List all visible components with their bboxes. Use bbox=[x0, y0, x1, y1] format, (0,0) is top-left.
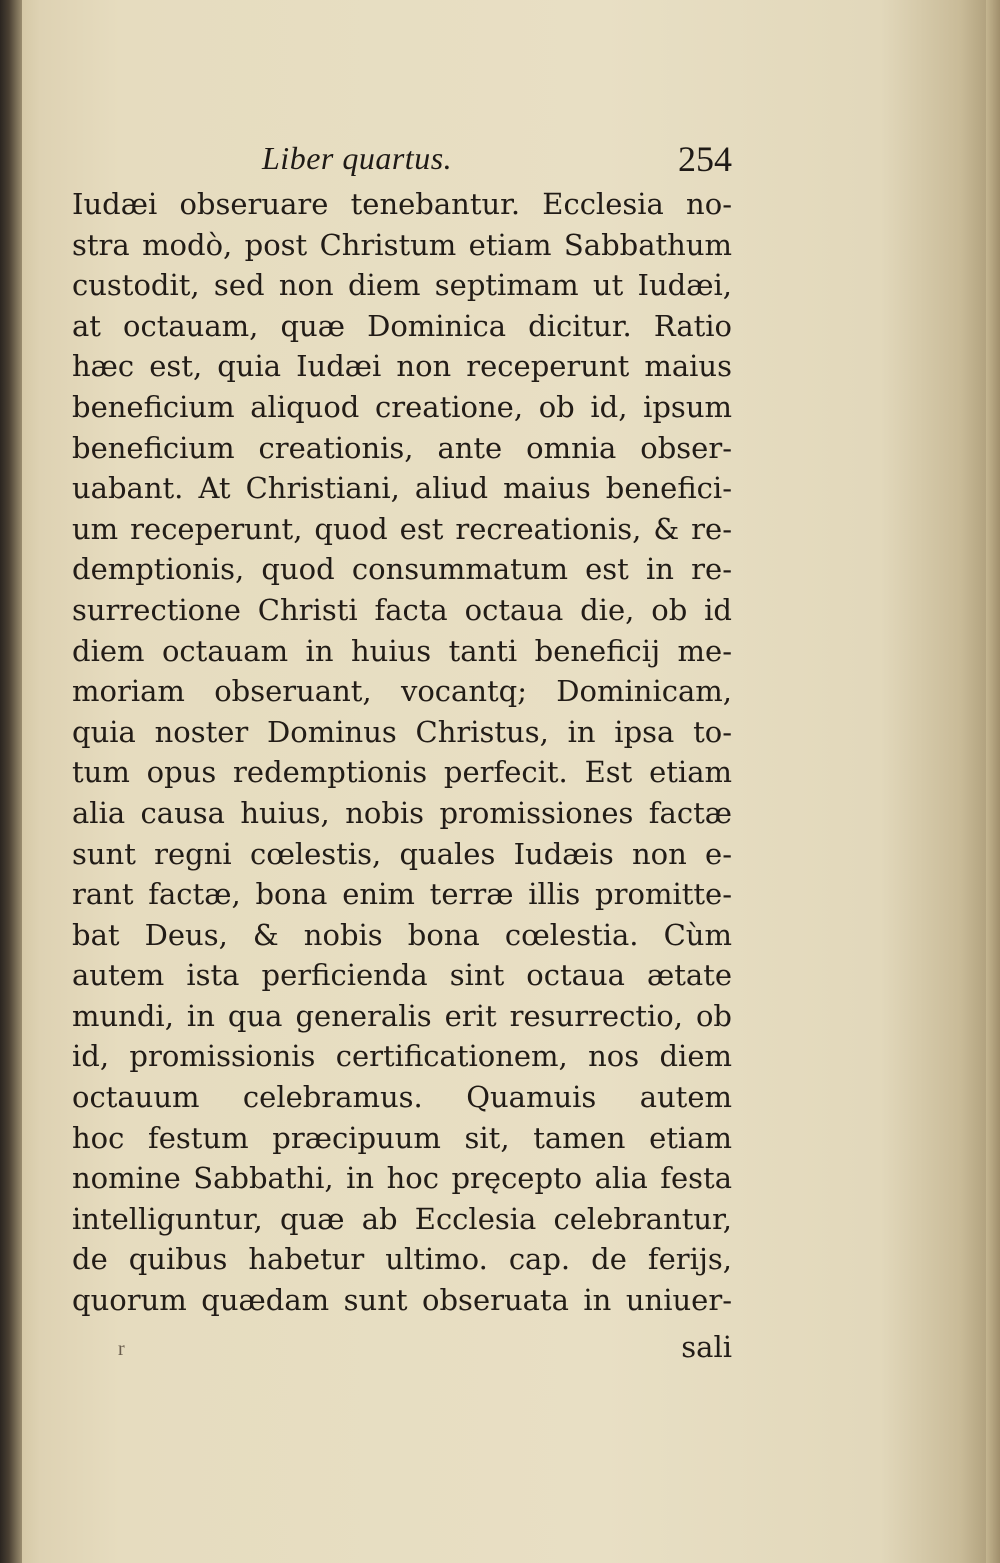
text-line: rant factæ, bona enim terræ illis promitte- bbox=[72, 877, 732, 912]
text-line: sunt regni cœlestis, quales Iudæis non e- bbox=[72, 836, 732, 871]
body-text bbox=[72, 184, 732, 1321]
text-line: octauum celebramus. Quamuis autem bbox=[72, 1080, 732, 1115]
text-line: hoc festum præcipuum sit, tamen etiam bbox=[72, 1120, 732, 1155]
running-title: Liber quartus. bbox=[262, 140, 453, 176]
text-line: de quibus habetur ultimo. cap. de ferijs, bbox=[72, 1242, 732, 1277]
text-line: intelliguntur, quæ ab Ecclesia celebrantur, bbox=[72, 1201, 732, 1236]
text-line: diem octauam in huius tanti beneficij me- bbox=[72, 633, 732, 668]
text-line: at octauam, quæ Dominica dicitur. Ratio bbox=[72, 308, 732, 343]
text-line: stra modò, post Christum etiam Sabbathum bbox=[72, 227, 732, 262]
signature-mark: r bbox=[118, 1338, 125, 1360]
text-line: alia causa huius, nobis promissiones factæ bbox=[72, 795, 732, 830]
text-line: mundi, in qua generalis erit resurrectio, ob bbox=[72, 998, 732, 1033]
page-header bbox=[72, 130, 732, 190]
text-line: uabant. At Christiani, aliud maius benefici- bbox=[72, 471, 732, 506]
text-line: Iudæi obseruare tenebantur. Ecclesia no- bbox=[72, 187, 732, 221]
text-line: custodit, sed non diem septimam ut Iudæi, bbox=[72, 268, 732, 303]
text-line: quorum quædam sunt obseruata in uniuer- bbox=[72, 1283, 732, 1318]
text-line: id, promissionis certificationem, nos diem bbox=[72, 1039, 732, 1074]
text-line: hæc est, quia Iudæi non receperunt maius bbox=[72, 349, 732, 384]
text-line: surrectione Christi facta octaua die, ob id bbox=[72, 592, 732, 627]
book-gutter bbox=[0, 0, 22, 1563]
text-line: nomine Sabbathi, in hoc pręcepto alia festa bbox=[72, 1161, 732, 1196]
text-line: tum opus redemptionis perfecit. Est etiam bbox=[72, 755, 732, 790]
text-line: um receperunt, quod est recreationis, & re- bbox=[72, 511, 732, 546]
text-line: demptionis, quod consummatum est in re- bbox=[72, 552, 732, 587]
text-line: beneficium creationis, ante omnia obser- bbox=[72, 430, 732, 465]
text-line: quia noster Dominus Christus, in ipsa to- bbox=[72, 714, 732, 749]
text-line: autem ista perficienda sint octaua ætate bbox=[72, 958, 732, 993]
catchword: sali bbox=[681, 1330, 732, 1364]
text-line: beneficium aliquod creatione, ob id, ipsum bbox=[72, 389, 732, 424]
text-line: bat Deus, & nobis bona cœlestia. Cùm bbox=[72, 917, 732, 952]
text-line: moriam obseruant, vocantq; Dominicam, bbox=[72, 674, 732, 709]
page-number: 254 bbox=[678, 139, 732, 179]
page-fore-edge bbox=[986, 0, 1000, 1563]
